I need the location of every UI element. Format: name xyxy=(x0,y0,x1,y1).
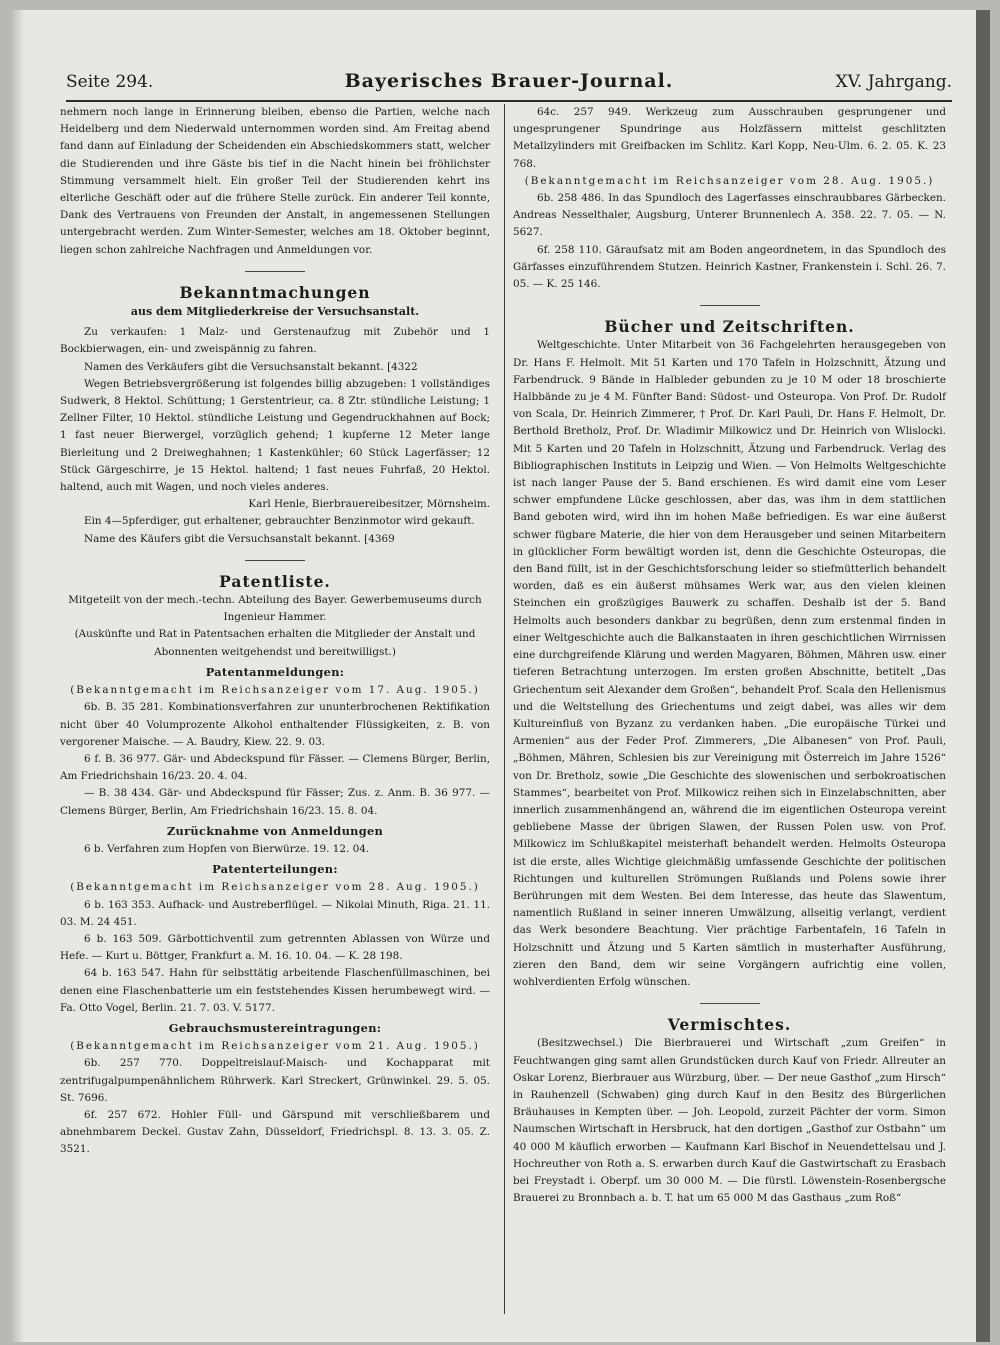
patent-entry: 6 b. 163 509. Gärbottichventil zum getrennten Ablassen von Würze und Hefe. — Kurt u. Böttger, Frankfurt a. M. 16. 10. 04. — K. 28 198. xyxy=(60,932,490,963)
patent-entry: 6b. 258 486. In das Spundloch des Lagerfasses einschraubbares Gärbecken. Andreas Nesselthaler, Augsburg, Unterer Brunnenlech A. 358. 22. 7. 05. — N. 5627. xyxy=(513,192,946,239)
patent-entry: 64c. 257 949. Werkzeug zum Ausschrauben gesprungener und ungesprungener Spundringe aus Holzfässern mittelst geschlitzten Metallzylinders mit Greifbacken im Schlitz. Karl Kopp, Neu-Ulm. 6. 2. 05. K. 23 768. xyxy=(513,106,946,170)
patentliste-source: Mitgeteilt von der mech.-techn. Abteilung des Bayer. Gewerbemuseums durch Ingenieur Hammer. xyxy=(68,594,482,624)
notice-paragraph: Zu verkaufen: 1 Malz- und Gerstenaufzug mit Zubehör und 1 Bockbierwagen, ein- und zweispännig zu fahren. xyxy=(60,326,490,356)
gutter-shadow xyxy=(10,10,24,1342)
gebrauchsmuster-heading: Gebrauchsmustereintragungen: xyxy=(168,1020,382,1035)
publication-note: (Bekanntgemacht im Reichsanzeiger vom 28. Aug. 1905.) xyxy=(70,881,480,894)
patent-entry: 6b. B. 35 281. Kombinationsverfahren zur ununterbrochenen Rektifikation nicht über 40 Volumprozente Alkohol enthaltender Flüssigkeiten, z. B. von vergorener Maische. — A. Baudry, Kiew. 22. 9. 03. xyxy=(60,701,490,748)
patentliste-note: (Auskünfte und Rat in Patentsachen erhalten die Mitglieder der Anstalt und Abonnenten weitgehendst und bereitwilligst.) xyxy=(74,628,476,658)
notice-contact: Namen des Verkäufers gibt die Versuchsanstalt bekannt. [4322 xyxy=(84,360,418,373)
bekanntmachungen-subheading: aus dem Mitgliederkreise der Versuchsanstalt. xyxy=(130,305,420,319)
patent-entry: 6f. 258 110. Gäraufsatz mit am Boden angeordnetem, in das Spundloch des Gärfasses einzuführendem Stutzen. Heinrich Kastner, Frankenstein i. Schl. 26. 7. 05. — K. 25 146. xyxy=(513,243,946,291)
volume-label: XV. Jahrgang. xyxy=(835,72,952,92)
page-number: Seite 294. xyxy=(66,72,154,92)
patent-entry: — B. 38 434. Gär- und Abdeckspund für Fässer; Zus. z. Anm. B. 36 977. — Clemens Bürger, Berlin, Am Friedrichshain 16/23. 15. 8. 04. xyxy=(60,787,490,817)
vermischtes-heading: Vermischtes. xyxy=(667,1015,792,1035)
bekanntmachungen-heading: Bekanntmachungen xyxy=(179,282,371,302)
left-column xyxy=(60,104,490,1159)
publication-note: (Bekanntgemacht im Reichsanzeiger vom 17. Aug. 1905.) xyxy=(70,684,480,697)
patent-entry: 64 b. 163 547. Hahn für selbsttätig arbeitende Flaschenfüllmaschinen, bei denen eine Flaschenbatterie um ein feststehendes Kissen herumbewegt wird. — Fa. Otto Vogel, Berlin. 21. 7. 03. V. 5177. xyxy=(60,967,490,1014)
right-column xyxy=(513,104,946,1207)
patent-entry: 6 f. B. 36 977. Gär- und Abdeckspund für Fässer. — Clemens Bürger, Berlin, Am Friedrichshain 16/23. 20. 4. 04. xyxy=(60,752,490,783)
patent-entry: 6 b. Verfahren zum Hopfen von Bierwürze. 19. 12. 04. xyxy=(84,842,370,855)
notice-signature: Karl Henle, Bierbrauereibesitzer, Mörnsheim. xyxy=(248,498,490,511)
misc-paragraph: (Besitzwechsel.) Die Bierbrauerei und Wirtschaft „zum Greifen“ in Feuchtwangen ging samt allen Grundstücken durch Kauf von Friedr. Allreuter an Oskar Lorenz, Bierbrauer aus Würzburg, über. — Der neue Gasthof „zum Hirsch“ in Rauhenzell (Schwaben) ging durch Kauf in den Besitz des Bürgerlichen Bräuhauses in Kempten über. — Joh. Leopold, zurzeit Pächter der vorm. Simon Naumschen Wirtschaft in Hersbruck, hat den dortigen „Gasthof zur Ostbahn“ um 40 000 M käuflich erworben — Kaufmann Karl Bischof in Neuendettelsau und J. Hochreuther von Roth a. S. erwarben durch Kauf die Gastwirtschaft zu Erasbach bei Freystadt i. Oberpf. um 30 000 M. — Die fürstl. Löwenstein-Rosenbergsche Brauerei zu Bronnbach a. b. T. hat um 65 000 M das Gasthaus „zum Roß“ xyxy=(513,1037,946,1205)
patent-entry: 6f. 257 672. Hohler Füll- und Gärspund mit verschließbarem und abnehmbarem Deckel. Gustav Zahn, Düsseldorf, Friedrichspl. 8. 13. 3. 05. Z. 3521. xyxy=(60,1108,490,1156)
patentanmeldungen-heading: Patentanmeldungen: xyxy=(205,664,345,679)
column-divider xyxy=(504,104,505,1314)
patent-entry: 6 b. 163 353. Aufhack- und Austreberflügel. — Nikolai Minuth, Riga. 21. 11. 03. M. 24 451. xyxy=(60,898,490,928)
publication-note: (Bekanntgemacht im Reichsanzeiger vom 28. Aug. 1905.) xyxy=(524,174,935,187)
section-separator xyxy=(245,560,305,561)
patentliste-heading: Patentliste. xyxy=(219,571,331,591)
section-separator xyxy=(245,271,305,272)
intro-paragraph: nehmern noch lange in Erinnerung bleiben, ebenso die Partien, welche nach Heidelberg und dem Niederwald unternommen worden sind. Am Freitag abend fand dann auf Einladung der Scheidenden ein Abschiedskommers statt, welcher die Studierenden und ihre Gäste bis tief in die Nacht hinein bei fröhlichster Stimmung versammelt hielt. Ein großer Teil der Studierenden kehrt ins elterliche Geschäft oder auf die frühere Stelle zurück. Ein anderer Teil konnte, Dank des Vertrauens von Freunden der Anstalt, in angemessenen Stellungen untergebracht werden. Zum Winter-Semester, welches am 18. Oktober beginnt, liegen schon zahlreiche Nachfragen und Anmeldungen vor. xyxy=(60,106,490,256)
page-header xyxy=(66,70,952,102)
buecher-heading: Bücher und Zeitschriften. xyxy=(604,317,855,337)
journal-title: Bayerisches Brauer-Journal. xyxy=(344,70,674,92)
section-separator xyxy=(700,1003,760,1004)
notice-contact: Name des Käufers gibt die Versuchsanstalt bekannt. [4369 xyxy=(84,532,395,545)
patenterteilungen-heading: Patenterteilungen: xyxy=(212,862,338,877)
patent-entry: 6b. 257 770. Doppeltreislauf-Maisch- und Kochapparat mit zentrifugalpumpenähnlichem Rührwerk. Karl Streckert, Grünwinkel. 29. 5. 05. St. 7696. xyxy=(60,1057,490,1104)
notice-paragraph: Ein 4—5pferdiger, gut erhaltener, gebrauchter Benzinmotor wird gekauft. xyxy=(84,515,475,528)
section-separator xyxy=(700,305,760,306)
book-review: Weltgeschichte. Unter Mitarbeit von 36 Fachgelehrten herausgegeben von Dr. Hans F. Helmolt. Mit 51 Karten und 170 Tafeln in Holzschnitt, Ätzung und Farbendruck. 9 Bände in Halbleder gebunden zu je 10 M oder 18 broschierte Halbbände zu je 4 M. Fünfter Band: Südost- und Osteuropa. Von Prof. Dr. Rudolf von Scala, Dr. Heinrich Zimmerer, † Prof. Dr. Karl Pauli, Dr. Hans F. Helmolt, Dr. Berthold Bretholz, Prof. Dr. Wladimir Milkowicz und Dr. Heinrich von Wlislocki. Mit 5 Karten und 20 Tafeln in Holzschnitt, Ätzung und Farbendruck. Verlag des Bibliographischen Instituts in Leipzig und Wien. — Von Helmolts Weltgeschichte ist nach langer Pause der 5. Band erschienen. Es wird damit eine vom Leser schwer empfundene Lücke geschlossen, aber das, was ihm in dem stattlichen Band geboten wird, wird ihn im hohen Maße befriedigen. Es war eine äußerst schwer fügbare Materie, die hier von dem Herausgeber und seinen Mitarbeitern in glücklicher Form bewältigt worden ist, denn die Geschichte Osteuropas, die den Band füllt, ist in der Geschichtsforschung leider so stiefmütterlich behandelt worden, daß es ein äußerst mühsames Werk war, aus den vielen kleinen Steinchen ein großzügiges Bauwerk zu schaffen. Deshalb ist der 5. Band Helmolts auch besonders dankbar zu begrüßen, denn zum erstenmal finden in einer Weltgeschichte auch die Balkanstaaten in ihren geschichtlichen Wirrnissen eine durchgreifende Klärung und werden Magyaren, Böhmen, Mähren usw. einer tieferen Betrachtung unterzogen. Im ersten großen Abschnitte, betitelt „Das Griechentum seit Alexander dem Großen“, behandelt Prof. Scala den Hellenismus und die Weltstellung des Griechentums und zeigt dabei, was alles wir dem Kultureinfluß von Byzanz zu verdanken haben. „Die europäische Türkei und Armenien“ aus der Feder Prof. Zimmerers, „Die Albanesen“ von Prof. Pauli, „Böhmen, Mähren, Schlesien bis zur Vereinigung mit Österreich im Jahre 1526“ von Dr. Bretholz, sowie „Die Geschichte des slowenischen und serbokroatischen Stammes“, bearbeitet von Prof. Milkowicz reihen sich in Einzelabschnitten, aber innerlich zusammenhängend an, während die im eigentlichen Osteuropa vereint gebliebene Masse der übrigen Slawen, der Russen Polen usw. von Prof. Milkowicz im Schlußkapitel meisterhaft behandelt werden. Helmolts Osteuropa ist die erste, alles Wichtige gleichmäßig umfassende Geschichte der politischen Richtungen und kulturellen Strömungen Rußlands und Polens sowie ihrer Berührungen mit dem Westen. Bei dem Interesse, das heute das Slawentum, namentlich Rußland in seiner inneren Umwälzung, allseitig verlangt, verdient das Werk besondere Beachtung. Vier prächtige Farbentafeln, 16 Tafeln in Holzschnitt und Ätzung und 5 Karten sämtlich in musterhafter Ausführung, zieren den Band, dem wir seine Vorgängern aufrichtig eine vollen, wohlverdienten Erfolg wünschen. xyxy=(513,339,946,988)
publication-note: (Bekanntgemacht im Reichsanzeiger vom 21. Aug. 1905.) xyxy=(70,1040,480,1053)
zuruecknahme-heading: Zurücknahme von Anmeldungen xyxy=(166,823,384,838)
notice-paragraph: Wegen Betriebsvergrößerung ist folgendes billig abzugeben: 1 vollständiges Sudwerk, 8 Hektol. Schüttung; 1 Gerstentrieur, ca. 8 Ztr. stündliche Leistung; 1 Zellner Filter, 10 Hektol. stündliche Leistung und Gegendruckhahnen auf Bock; 1 fast neuer Bierwergel, vorzüglich gehend; 1 kupferne 12 Meter lange Bierleitung und 2 Dreiweghahnen; 1 Kastenkühler; 60 Stück Lagerfässer; 12 Stück Gärgeschirre, je 15 Hektol. haltend; 1 fast neues Fuhrfaß, 20 Hektol. haltend, auch mit Wagen, und noch vieles anderes. xyxy=(60,377,490,494)
